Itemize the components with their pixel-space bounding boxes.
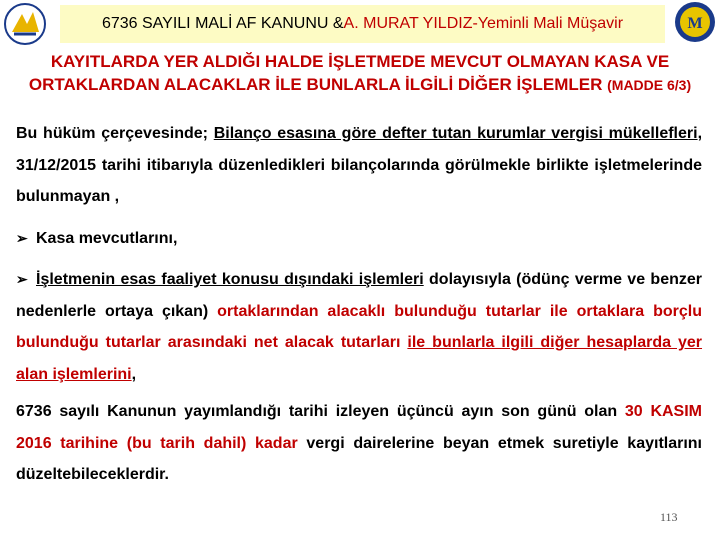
header-text: 6736 SAYILI MALİ AF KANUNU & <box>101 15 344 32</box>
title-line-1: KAYITLARDA YER ALDIĞI HALDE İŞLETMEDE MEVCUT OLMAYAN KASA VE <box>50 52 670 71</box>
bullet-item-2: ➢ İşletmenin esas faaliyet konusu dışındaki işlemleri dolayısıyla (ödünç verme ve benzer nedenlerle ortaya çıkan) ortaklarından alacaklı bulunduğu tutarlar ile ortaklara borçlu bulunduğu tutarlar arasındaki net alacak tutarları ile bunlarla ilgili diğer hesaplarda yer alan işlemlerini, <box>16 264 702 390</box>
deadline: 30 KASIM 2016 tarihine (bu tarih dahil) kadar <box>16 403 703 452</box>
body-text <box>16 118 702 491</box>
title-ref: (MADDE 6/3) <box>607 77 692 93</box>
paragraph-2: 6736 sayılı Kanunun yayımlandığı tarihi izleyen üçüncü ayın son günü olan 30 KASIM 2016 tarihine (bu tarih dahil) kadar vergi dairelerine beyan etmek suretiyle kayıtlarını düzeltebileceklerdir. <box>16 403 703 483</box>
taxpayer-scope: Bilanço esasına göre defter tutan kurumlar vergisi mükellefleri <box>213 125 698 142</box>
header-bar <box>60 5 665 43</box>
arrow-bullet-icon: ➢ <box>16 271 28 287</box>
bullet-item-1: ➢ Kasa mevcutlarını, <box>16 223 702 255</box>
header-author: A. MURAT YILDIZ-Yeminli Mali Müşavir <box>343 15 624 32</box>
logo-right-icon <box>673 0 717 44</box>
page-title <box>0 50 720 97</box>
paragraph-1: Bu hüküm çerçevesinde; Bilanço esasına göre defter tutan kurumlar vergisi mükellefleri, 31/12/2015 tarihi itibarıyla düzenledikleri bilançolarında görülmekle birlikte işletmelerinde bulunmayan , <box>16 125 703 205</box>
logo-left-icon <box>2 2 48 46</box>
page-number: 113 <box>660 510 678 524</box>
arrow-bullet-icon: ➢ <box>16 229 28 246</box>
svg-text:M: M <box>687 15 703 32</box>
title-line-2: ORTAKLARDAN ALACAKLAR İLE BUNLARLA İLGİLİ DİĞER İŞLEMLER (MADDE 6/3) <box>28 75 692 94</box>
